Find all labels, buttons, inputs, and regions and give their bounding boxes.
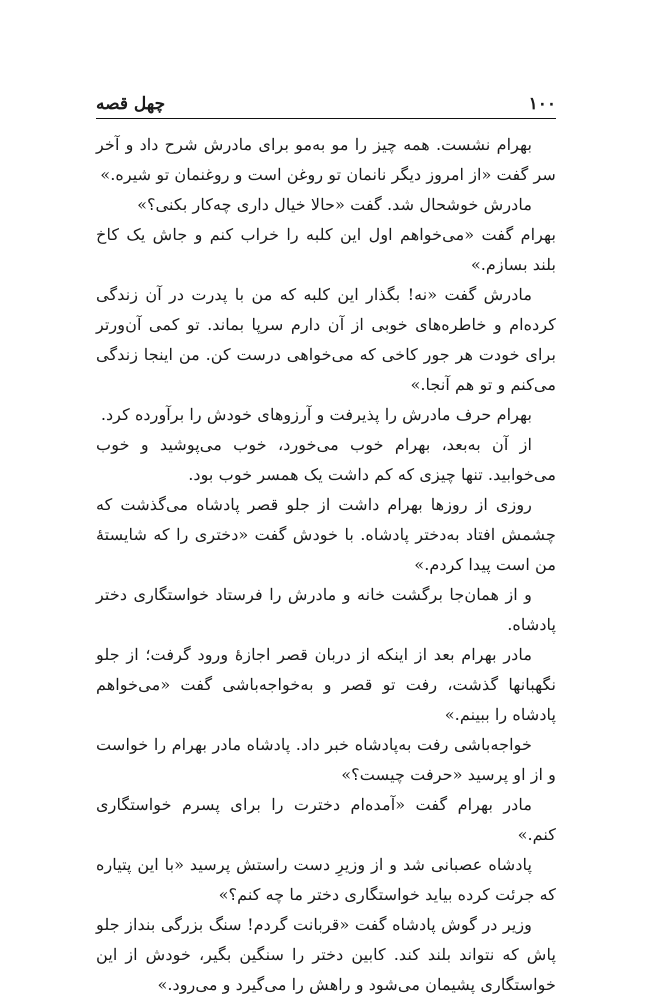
story-text (96, 130, 556, 1000)
paragraph: مادرش خوشحال شد. گفت «حالا خیال داری چه‌کار بکنی؟» (137, 195, 532, 214)
paragraph: وزیر در گوش پادشاه گفت «قربانت گردم! سنگ بزرگی بنداز جلو پاش که نتواند بلند کند. کابین دختر را سنگین بگیر، خودش از این خواستگاری پشیمان می‌شود و راهش را می‌گیرد و می‌رود.» (96, 915, 556, 994)
page-header (96, 88, 556, 114)
book-title: چهل قصه (96, 94, 166, 114)
paragraph: بهرام حرف مادرش را پذیرفت و آرزوهای خودش را برآورده کرد. (100, 405, 532, 424)
paragraph: از آن به‌بعد، بهرام خوب می‌خورد، خوب می‌پوشید و خوب می‌خوابید. تنها چیزی که کم داشت یک همسر خوب بود. (96, 435, 556, 484)
header-divider (96, 118, 556, 119)
page-number: ۱۰۰ (528, 94, 556, 114)
paragraph: مادرش گفت «نه! بگذار این کلبه که من با پدرت در آن زندگی کرده‌ام و خاطره‌های خوبی از آن دارم سرپا بماند. تو کمی آن‌ورتر برای خودت هر جور کاخی که می‌خواهی درست کن. من اینجا زندگی می‌کنم و تو هم آنجا.» (96, 285, 556, 394)
paragraph: مادر بهرام بعد از اینکه از دربان قصر اجازهٔ ورود گرفت؛ از جلو نگهبانها گذشت، رفت تو قصر و به‌خواجه‌باشی گفت «می‌خواهم پادشاه را ببینم.» (96, 645, 556, 724)
paragraph: بهرام گفت «می‌خواهم اول این کلبه را خراب کنم و جاش یک کاخ بلند بسازم.» (96, 225, 556, 274)
paragraph: روزی از روزها بهرام داشت از جلو قصر پادشاه می‌گذشت که چشمش افتاد به‌دختر پادشاه. با خودش گفت «دختری را که شایستهٔ من است پیدا کردم.» (96, 495, 556, 574)
paragraph: پادشاه عصبانی شد و از وزیرِ دست راستش پرسید «با این پتیاره که جرئت کرده بیاید خواستگاری دختر ما چه کنم؟» (96, 855, 556, 904)
paragraph: خواجه‌باشی رفت به‌پادشاه خبر داد. پادشاه مادر بهرام را خواست و از او پرسید «حرفت چیست؟» (96, 735, 556, 784)
paragraph: مادر بهرام گفت «آمده‌ام دخترت را برای پسرم خواستگاری کنم.» (96, 795, 556, 844)
paragraph: و از همان‌جا برگشت خانه و مادرش را فرستاد خواستگاری دختر پادشاه. (96, 585, 556, 634)
paragraph: بهرام نشست. همه چیز را مو به‌مو برای مادرش شرح داد و آخر سر گفت «از امروز دیگر نانمان تو روغن است و روغنمان تو شیره.» (96, 135, 556, 184)
